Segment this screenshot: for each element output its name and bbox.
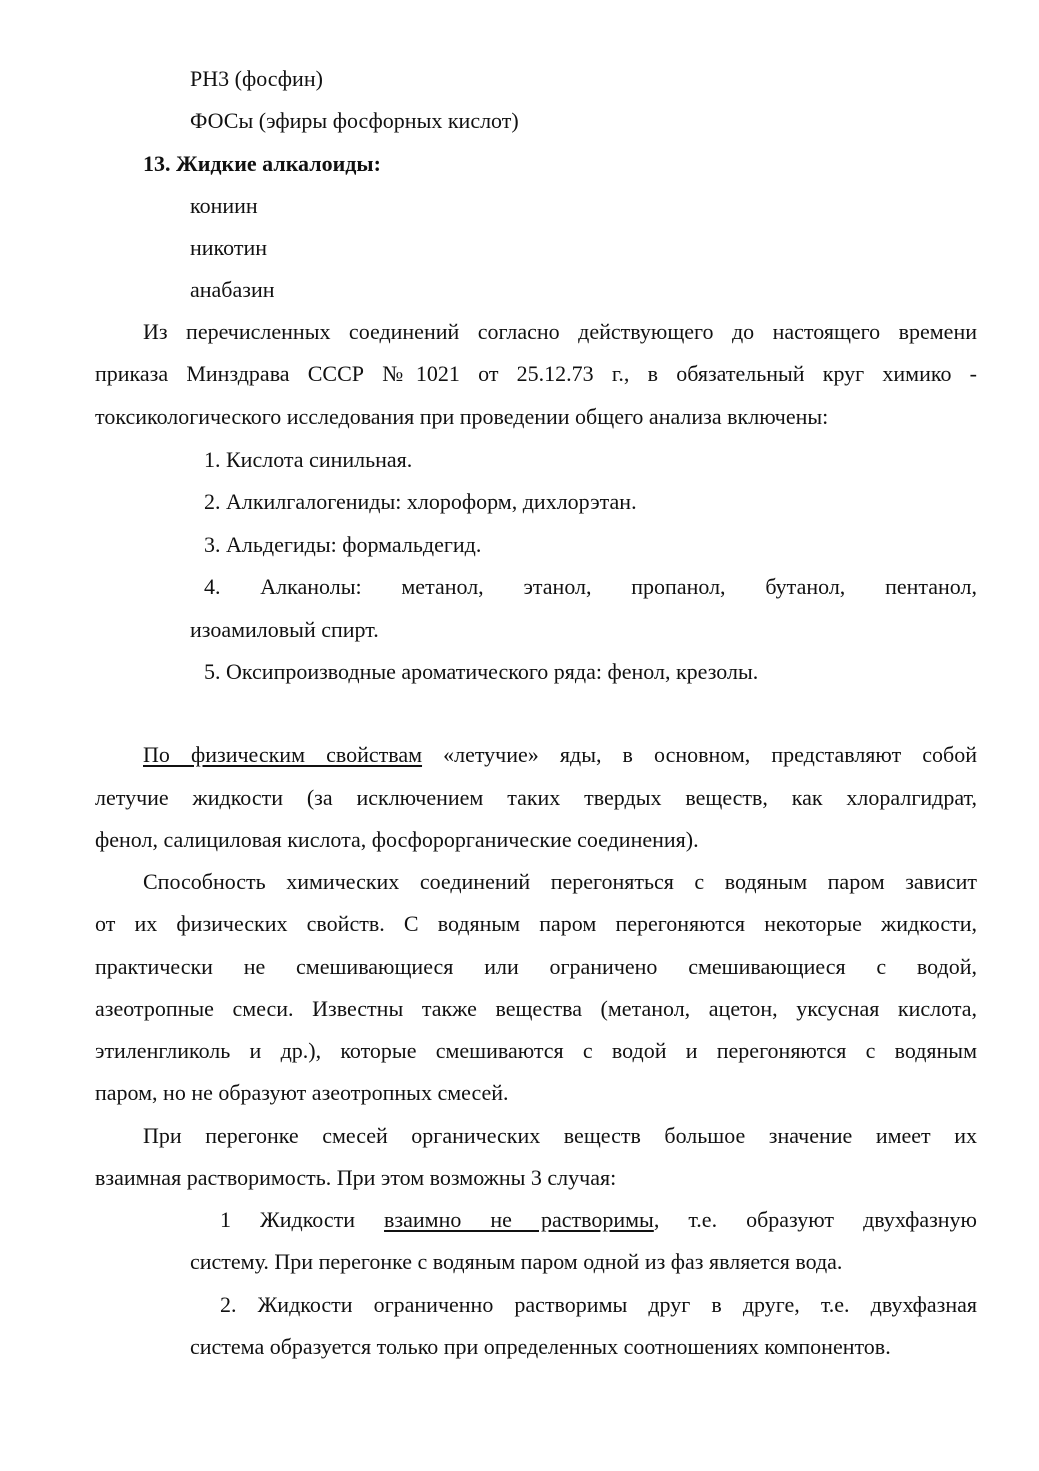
underlined-physical-properties: По физическим свойствам [143,742,423,767]
physical-properties-line-3: фенол, салициловая кислота, фосфорорганические соединения). [95,827,699,852]
numbered-item-5: 5. Оксипроизводные ароматического ряда: фенол, крезолы. [204,659,759,684]
list-item-fos: ФОСы (эфиры фосфорных кислот) [190,108,519,133]
case-1-line-2: систему. При перегонке с водяным паром одной из фаз является вода. [190,1249,843,1274]
numbered-item-1: 1. Кислота синильная. [204,447,413,472]
section-heading-liquid-alkaloids: 13. Жидкие алкалоиды: [143,151,381,176]
numbered-item-4-line-1: 4. Алканолы: метанол, этанол, пропанол, бутанол, пентанол, [204,574,977,599]
case-1-line-1 [220,1207,977,1233]
physical-properties-line-1 [143,742,977,768]
distillation-line-4: азеотропные смеси. Известны также вещества (метанол, ацетон, уксусная кислота, [95,996,977,1021]
case-2-line-1: 2. Жидкости ограниченно растворимы друг в друге, т.е. двухфазная [220,1292,977,1317]
intro-line-2: приказа Минздрава СССР №1021 от 25.12.73 г., в обязательный круг химико - [95,361,977,386]
list-item-anabasine: анабазин [190,277,275,302]
case-2-line-2: система образуется только при определенных соотношениях компонентов. [190,1334,891,1359]
distillation-line-5: этиленгликоль и др.), которые смешиваются с водой и перегоняются с водяным [95,1038,977,1063]
numbered-item-2: 2. Алкилгалогениды: хлороформ, дихлорэтан. [204,489,637,514]
distillation-line-3: практически не смешивающиеся или ограничено смешивающиеся с водой, [95,954,977,979]
case-1-end: , т.е. образуют двухфазную [653,1207,977,1232]
intro-line-1: Из перечисленных соединений согласно действующего до настоящего времени [143,319,977,344]
numbered-item-3: 3. Альдегиды: формальдегид. [204,532,482,557]
list-item-nicotine: никотин [190,235,267,260]
list-item-phosphine: PH3 (фосфин) [190,66,323,91]
numbered-item-4-line-2: изоамиловый спирт. [190,617,379,642]
intro-line-3: токсикологического исследования при проведении общего анализа включены: [95,404,829,429]
distillation-line-1: Способность химических соединений перегоняться с водяным паром зависит [143,869,977,894]
underlined-mutually-insoluble: взаимно не растворимы [384,1207,654,1232]
case-1-start: 1 Жидкости [220,1207,385,1232]
physical-properties-line-2: летучие жидкости (за исключением таких твердых веществ, как хлоралгидрат, [95,785,977,810]
mixture-line-2: взаимная растворимость. При этом возможны 3 случая: [95,1165,617,1190]
distillation-line-6: паром, но не образуют азеотропных смесей. [95,1080,509,1105]
list-item-coniine: кониин [190,193,258,218]
distillation-line-2: от их физических свойств. С водяным паром перегоняются некоторые жидкости, [95,911,977,936]
physical-properties-line-1-rest: «летучие» яды, в основном, представляют собой [422,742,977,767]
mixture-line-1: При перегонке смесей органических веществ большое значение имеет их [143,1123,977,1148]
